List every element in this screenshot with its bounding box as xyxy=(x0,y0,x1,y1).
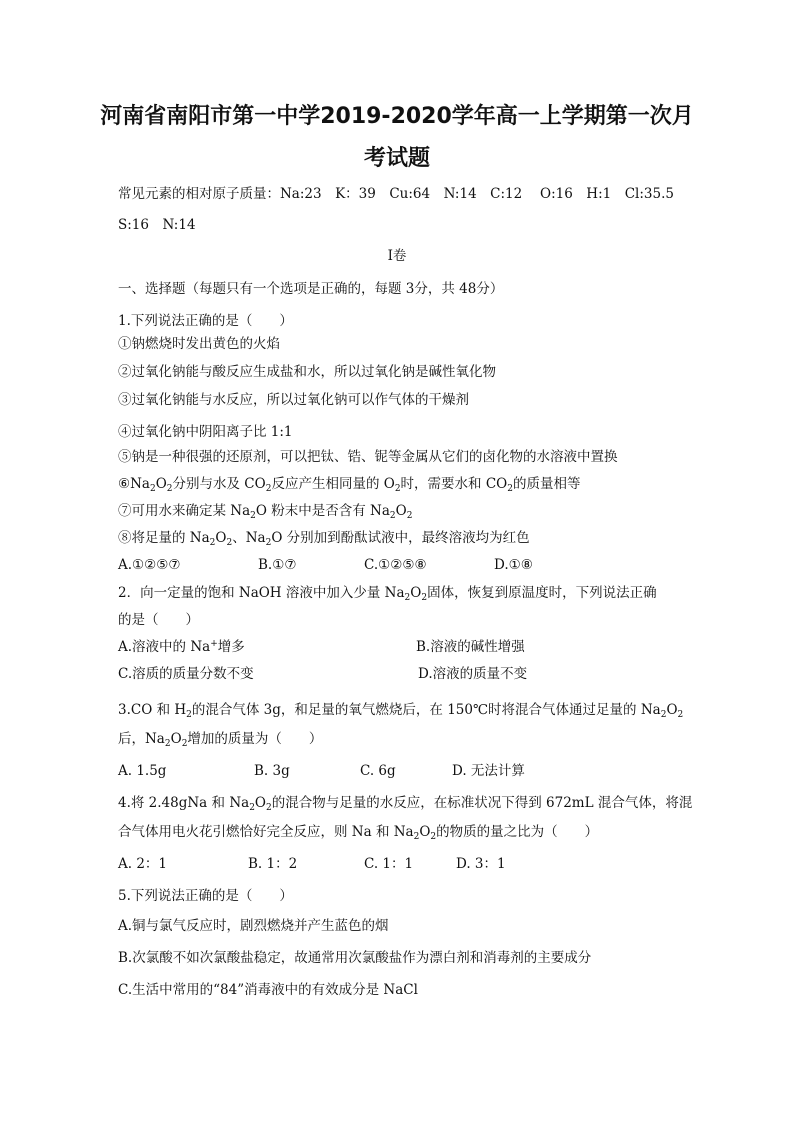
q1-stem: 1.下列说法正确的是（ ） xyxy=(118,313,293,329)
q2-option-c: C.溶质的质量分数不变 xyxy=(118,666,254,682)
q1-statement-2: ②过氧化钠能与酸反应生成盐和水，所以过氧化钠是碱性氧化物 xyxy=(118,364,496,380)
q4-option-d: D. 3：1 xyxy=(456,856,506,872)
q3-stem-line1: 3.CO 和 $H_2$的混合气体 3g，和足量的氧气燃烧后，在 150℃时将混合气体通过足量的 $Na_2O_2$ xyxy=(118,702,684,720)
q1-statement-5: ⑤钠是一种很强的还原剂，可以把钛、锆、铌等金属从它们的卤化物的水溶液中置换 xyxy=(118,449,618,465)
atomic-masses-line1: 常见元素的相对原子质量：Na:23 K：39 Cu:64 N:14 C:12 O:16 H:1 Cl:35.5 xyxy=(118,186,674,202)
q4-option-a: A. 2：1 xyxy=(118,856,168,872)
q2-option-d: D.溶液的质量不变 xyxy=(418,666,528,682)
section-label: I卷 xyxy=(387,248,407,264)
q5-stem: 5.下列说法正确的是（ ） xyxy=(118,888,293,904)
q4-option-b: B. 1：2 xyxy=(248,856,298,872)
q2-option-a: A.溶液中的 Na+增多 xyxy=(118,639,245,655)
q5-option-a: A.铜与氯气反应时，剧烈燃烧并产生蓝色的烟 xyxy=(118,918,389,934)
q1-statement-4: ④过氧化钠中阴阳离子比 1:1 xyxy=(118,424,293,440)
q2-option-b: B.溶液的碱性增强 xyxy=(416,639,525,655)
q3-option-c: C. 6g xyxy=(360,763,396,779)
q4-stem-line1: 4.将 2.48gNa 和 $Na_2O_2$的混合物与足量的水反应，在标准状况下得到 672mL 混合气体，将混 xyxy=(118,795,693,813)
exam-title-line2: 考试题 xyxy=(363,146,430,171)
q1-option-b: B.①⑦ xyxy=(258,557,297,573)
exam-title-line1: 河南省南阳市第一中学2019-2020学年高一上学期第一次月 xyxy=(100,104,694,129)
atomic-masses-line2: S:16 N:14 xyxy=(118,217,196,233)
q1-option-d: D.①⑧ xyxy=(494,557,533,573)
q1-statement-8: ⑧将足量的 $Na_2O_2$、$Na_2O$ 分别加到酚酞试液中，最终溶液均为红色 xyxy=(118,530,530,548)
q1-statement-3: ③过氧化钠能与水反应，所以过氧化钠可以作气体的干燥剂 xyxy=(118,392,469,408)
q1-option-c: C.①②⑤⑧ xyxy=(364,557,427,573)
part1-heading: 一、选择题（每题只有一个选项是正确的，每题 3分，共 48分） xyxy=(118,281,504,297)
q5-option-b: B.次氯酸不如次氯酸盐稳定，故通常用次氯酸盐作为漂白剂和消毒剂的主要成分 xyxy=(118,950,592,966)
q4-option-c: C. 1：1 xyxy=(364,856,414,872)
q3-option-a: A. 1.5g xyxy=(118,763,167,779)
q5-option-c: C.生活中常用的“84”消毒液中的有效成分是 NaCl xyxy=(118,982,418,998)
q1-statement-6: $⑥Na_2O_2$分别与水及 $CO_2$反应产生相同量的 $O_2$时，需要水和 $CO_2$的质量相等 xyxy=(118,476,581,494)
q2-stem-line2: 的是（ ） xyxy=(118,612,199,628)
q3-option-d: D. 无法计算 xyxy=(452,763,525,779)
q3-option-b: B. 3g xyxy=(254,763,290,779)
q3-stem-line2: 后，$Na_2O_2$增加的质量为（ ） xyxy=(118,731,323,749)
q4-stem-line2: 合气体用电火花引燃恰好完全反应，则 Na 和 $Na_2O_2$的物质的量之比为（ ） xyxy=(118,824,599,842)
q2-stem-line1: 2．向一定量的饱和 NaOH 溶液中加入少量 $Na_2O_2$固体，恢复到原温度时，下列说法正确 xyxy=(118,585,657,603)
q1-statement-1: ①钠燃烧时发出黄色的火焰 xyxy=(118,336,280,352)
q1-statement-7: ⑦可用水来确定某 $Na_2O$ 粉末中是否含有 $Na_2O_2$ xyxy=(118,503,413,521)
q1-option-a: A.①②⑤⑦ xyxy=(118,557,181,573)
